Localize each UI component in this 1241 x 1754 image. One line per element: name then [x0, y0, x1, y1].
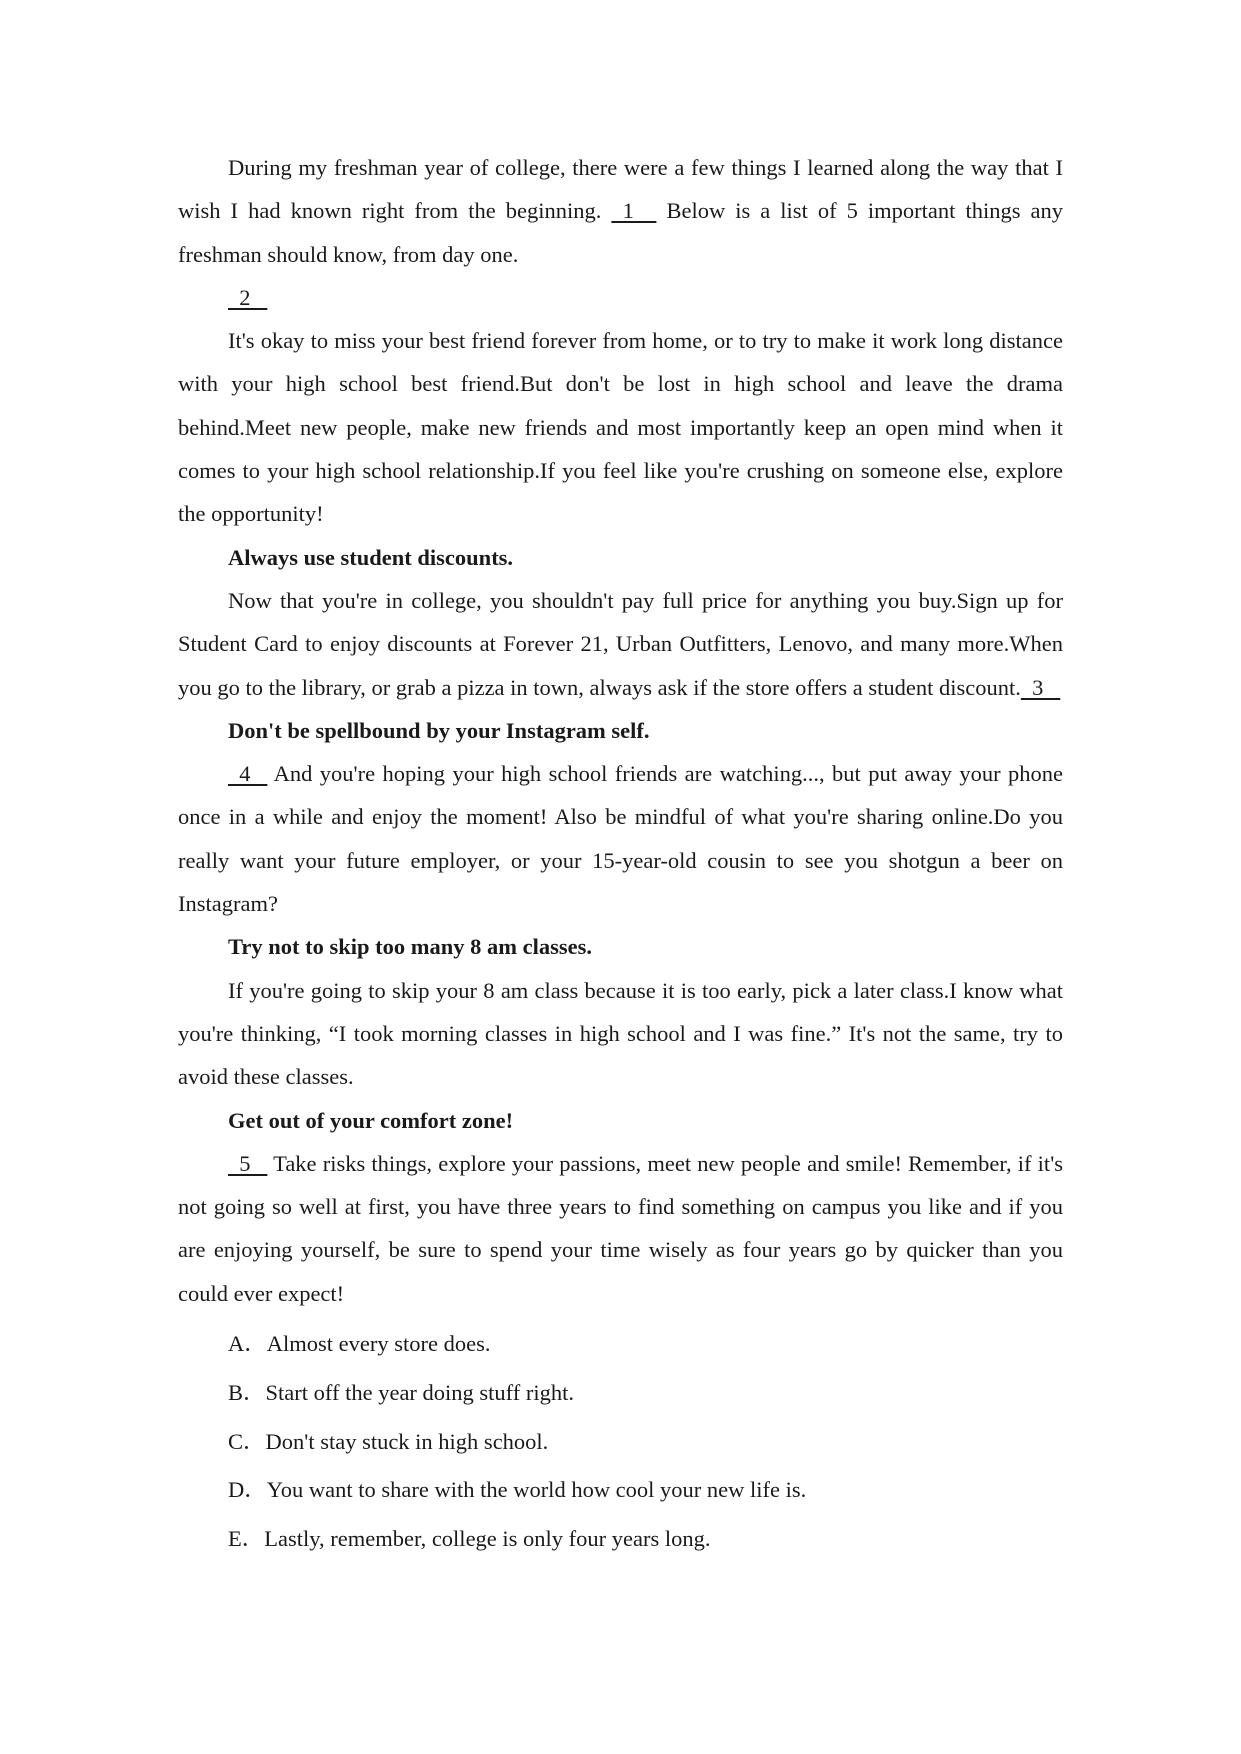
- blank-3: 3: [1020, 674, 1061, 700]
- option-letter: B．: [228, 1379, 266, 1405]
- heading-comfort-zone: Get out of your comfort zone!: [228, 1107, 514, 1133]
- blank-2-line: [178, 276, 1063, 319]
- blank-1: 1: [611, 198, 657, 224]
- high-school-paragraph: It's okay to miss your best friend forever from home, or to try to make it work long distance with your high school best friend.But don't be lost in high school and leave the drama behind.Meet new people, make new friends and most importantly keep an open mind when it comes to your high school relationship.If you feel like you're crushing on someone else, explore the opportunity!: [178, 328, 1063, 527]
- heading-student-discounts: Always use student discounts.: [228, 544, 514, 570]
- option-b: [178, 1369, 1063, 1418]
- intro-text: During my freshman year of college, there were a few things I learned along the way that I wish I had known right from the beginning.: [178, 155, 1063, 224]
- answer-options: [178, 1320, 1063, 1564]
- blank-5: 5: [228, 1150, 268, 1176]
- option-e: [178, 1515, 1063, 1564]
- comfort-zone-text: Take risks things, explore your passions, meet new people and smile! Remember, if it's not going so well at first, you have three years to find something on campus you like and if you are enjoying yourself, be sure to spend your time wisely as four years go by quicker than you could ever expect!: [178, 1150, 1063, 1306]
- classes-paragraph: If you're going to skip your 8 am class because it is too early, pick a later class.I know what you're thinking, “I took morning classes in high school and I was fine.” It's not the same, try to avoid these classes.: [178, 977, 1063, 1090]
- option-letter: D．: [228, 1477, 267, 1503]
- discounts-paragraph: [178, 579, 1063, 709]
- option-text: Lastly, remember, college is only four years long.: [264, 1526, 711, 1552]
- intro-text-end: Below is a list of 5 important things any freshman should know, from day one.: [178, 198, 1063, 267]
- option-d: [178, 1466, 1063, 1515]
- instagram-text: And you're hoping your high school friends are watching..., but put away your phone once in a while and enjoy the moment! Also be mindful of what you're sharing online.Do you really want your future employer, or your 15-year-old cousin to see you shotgun a beer on Instagram?: [178, 761, 1063, 917]
- instagram-paragraph: [178, 752, 1063, 925]
- option-text: Don't stay stuck in high school.: [265, 1428, 549, 1454]
- discounts-text: Now that you're in college, you shouldn't pay full price for anything you buy.Sign up for Student Card to enjoy discounts at Forever 21, Urban Outfitters, Lenovo, and many more.When you go to the library, or grab a pizza in town, always ask if the store offers a student discount.: [178, 587, 1063, 700]
- heading-instagram: Don't be spellbound by your Instagram self.: [228, 717, 650, 743]
- option-c: [178, 1418, 1063, 1467]
- intro-paragraph: [178, 146, 1063, 276]
- blank-4: 4: [228, 761, 268, 787]
- heading-8am-classes: Try not to skip too many 8 am classes.: [228, 934, 592, 960]
- blank-2: 2: [228, 284, 268, 310]
- document-page: [178, 146, 1063, 1564]
- option-text: Almost every store does.: [266, 1331, 491, 1357]
- option-letter: E．: [228, 1526, 265, 1552]
- option-a: [178, 1320, 1063, 1369]
- option-letter: A．: [228, 1331, 267, 1357]
- option-letter: C．: [228, 1428, 266, 1454]
- option-text: You want to share with the world how cool your new life is.: [266, 1477, 807, 1503]
- option-text: Start off the year doing stuff right.: [265, 1379, 575, 1405]
- comfort-zone-paragraph: [178, 1142, 1063, 1315]
